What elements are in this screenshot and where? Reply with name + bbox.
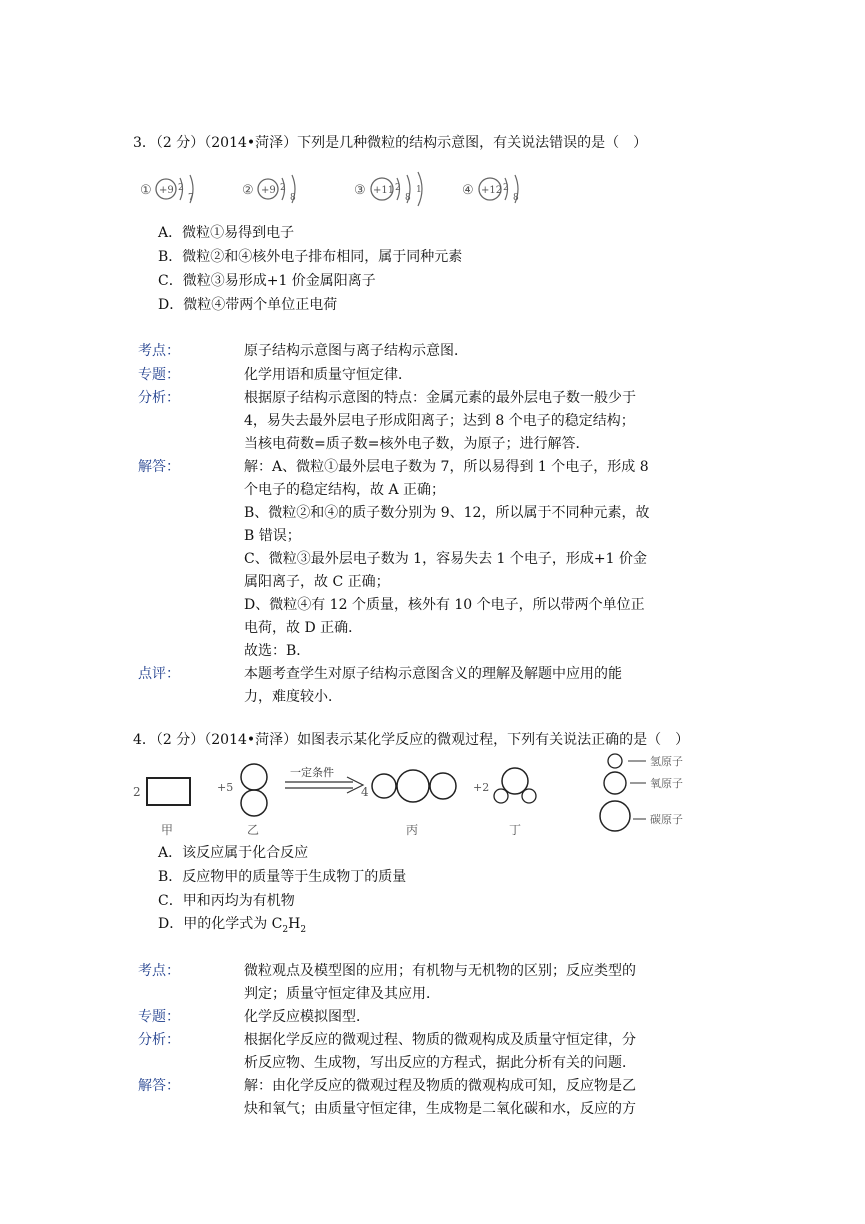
q3-particle-2-charge: +9: [261, 185, 276, 196]
svg-text:8: 8: [290, 193, 296, 203]
q4-title: 4．（2 分）（2014•菏泽）如图表示某化学反应的微观过程，下列有关说法正确的是（ ）: [133, 732, 690, 748]
q4-coef-jia: 2: [133, 785, 141, 799]
q3-particle-1: [140, 175, 194, 203]
q4-molecule-yi-atom-1: [241, 764, 267, 790]
q4-molecule-ding-atom-2: [494, 789, 508, 803]
q3-zhuanti-line: 化学用语和质量守恒定律．: [244, 367, 412, 383]
q4-molecule-yi-atom-2: [241, 790, 267, 816]
q3-jieda-line: 故选：B．: [244, 643, 311, 659]
svg-text:2: 2: [503, 183, 509, 193]
q3-option-a: A．微粒①易得到电子: [158, 225, 295, 241]
q3-particle-1-index: ①: [140, 183, 152, 198]
q4-molecule-bing-atom-1: [372, 774, 396, 798]
q3-dianping-line: 力，难度较小．: [244, 689, 342, 705]
q4-jieda-line: 炔和氧气；由质量守恒定律，生成物是二氧化碳和水，反应的方: [244, 1101, 636, 1117]
svg-text:2: 2: [280, 183, 286, 193]
q3-title: 3．（2 分）（2014•菏泽）下列是几种微粒的结构示意图，有关说法错误的是（ ）: [133, 135, 648, 151]
q3-jieda-line: D、微粒④有 12 个质量，核外有 10 个电子，所以带两个单位正: [244, 597, 645, 613]
q3-jieda-line: 个电子的稳定结构，故 A 正确；: [244, 482, 446, 498]
q4-label-jia: 甲: [161, 823, 174, 837]
q3-fenxi-label: 分析：: [138, 390, 180, 406]
q4-option-c: C．甲和丙均为有机物: [158, 893, 295, 909]
q4-coef-ding: +2: [473, 781, 490, 794]
q3-jieda-line: 属阳离子，故 C 正确；: [244, 574, 390, 590]
q4-fenxi-line: 根据化学反应的微观过程、物质的微观构成及质量守恒定律，分: [244, 1032, 636, 1048]
q3-particle-4: [462, 175, 519, 203]
q4-label-ding: 丁: [509, 823, 522, 837]
q3-jieda-line: B、微粒②和④的质子数分别为 9、12，所以属于不同种元素，故: [244, 505, 650, 521]
q4-zhuanti-line: 化学反应模拟图型．: [244, 1009, 370, 1025]
q4-label-bing: 丙: [406, 823, 419, 837]
q3-particle-2: [242, 175, 296, 203]
q3-dianping-line: 本题考查学生对原子结构示意图含义的理解及解题中应用的能: [244, 666, 622, 682]
q4-legend-o-marker: [604, 772, 626, 794]
q4-reaction-figure: [125, 752, 725, 838]
q4-zhuanti-label: 专题：: [138, 1009, 180, 1025]
q4-legend-o: 氧原子: [650, 777, 683, 790]
q4-kaodian-line: 判定；质量守恒定律及其应用．: [244, 986, 440, 1002]
svg-text:2: 2: [178, 183, 184, 193]
q3-particle-2-index: ②: [242, 183, 254, 198]
q4-condition: 一定条件: [290, 766, 334, 779]
q3-fenxi-line: 4，易失去最外层电子形成阳离子；达到 8 个电子的稳定结构；: [244, 413, 635, 429]
q3-jieda-line: 解：A、微粒①最外层电子数为 7，所以易得到 1 个电子，形成 8: [244, 459, 649, 475]
svg-text:8: 8: [513, 193, 519, 203]
q4-coef-bing: 4: [361, 785, 369, 799]
q3-jieda-label: 解答：: [138, 459, 180, 475]
q3-jieda-line: 电荷，故 D 正确．: [244, 620, 363, 636]
svg-text:2: 2: [395, 183, 401, 193]
q4-option-b: B．反应物甲的质量等于生成物丁的质量: [158, 869, 407, 885]
q4-jieda-line: 解：由化学反应的微观过程及物质的微观构成可知，反应物是乙: [244, 1078, 636, 1094]
q4-fenxi-label: 分析：: [138, 1032, 180, 1048]
q4-molecule-ding-atom-3: [522, 789, 536, 803]
svg-text:7: 7: [188, 193, 194, 203]
q4-fenxi-line: 析反应物、生成物，写出反应的方程式，据此分析有关的问题．: [244, 1055, 636, 1071]
q3-jieda-line: C、微粒③最外层电子数为 1，容易失去 1 个电子，形成+1 价金: [244, 551, 647, 567]
q4-legend-h: 氢原子: [650, 755, 683, 768]
q4-option-d: D．甲的化学式为 $C_2H_2$: [158, 916, 307, 935]
q4-label-yi: 乙: [247, 823, 260, 837]
q3-option-b: B．微粒②和④核外电子排布相同，属于同种元素: [158, 249, 463, 265]
q3-option-d: D．微粒④带两个单位正电荷: [158, 297, 338, 313]
q4-jieda-label: 解答：: [138, 1078, 180, 1094]
q3-particle-3: [354, 172, 422, 206]
q4-option-a: A．该反应属于化合反应: [158, 845, 309, 861]
q4-molecule-jia: [147, 778, 190, 805]
q4-legend-h-marker: [608, 754, 622, 768]
q4-kaodian-label: 考点：: [138, 963, 180, 979]
q3-kaodian-label: 考点：: [138, 343, 180, 359]
q4-molecule-bing-atom-2: [397, 770, 429, 802]
q3-particle-3-index: ③: [354, 183, 366, 198]
q3-particle-3-charge: +11: [373, 185, 395, 196]
q4-kaodian-line: 微粒观点及模型图的应用；有机物与无机物的区别；反应类型的: [244, 963, 636, 979]
q3-fenxi-line: 根据原子结构示意图的特点：金属元素的最外层电子数一般少于: [244, 390, 636, 406]
q3-option-c: C．微粒③易形成+1 价金属阳离子: [158, 273, 376, 289]
svg-text:8: 8: [405, 193, 411, 203]
q3-particle-4-charge: +12: [481, 185, 503, 196]
q4-legend: [600, 754, 683, 831]
q3-jieda-line: B 错误；: [244, 528, 301, 544]
q3-fenxi-line: 当核电荷数=质子数=核外电子数，为原子；进行解答．: [244, 436, 590, 452]
q3-zhuanti-label: 专题：: [138, 367, 180, 383]
q4-legend-c: 碳原子: [650, 813, 683, 826]
q4-molecule-bing-atom-3: [430, 773, 456, 799]
q3-particle-4-index: ④: [462, 183, 474, 198]
svg-text:1: 1: [416, 185, 422, 195]
q3-atom-structure-figure: [140, 170, 560, 214]
q4-legend-c-marker: [600, 801, 630, 831]
q3-particle-1-charge: +9: [159, 185, 174, 196]
q4-coef-yi: +5: [217, 781, 234, 794]
q4-molecule-ding-atom-1: [502, 768, 528, 794]
q3-kaodian-line: 原子结构示意图与离子结构示意图．: [244, 343, 468, 359]
q3-dianping-label: 点评：: [138, 666, 180, 682]
